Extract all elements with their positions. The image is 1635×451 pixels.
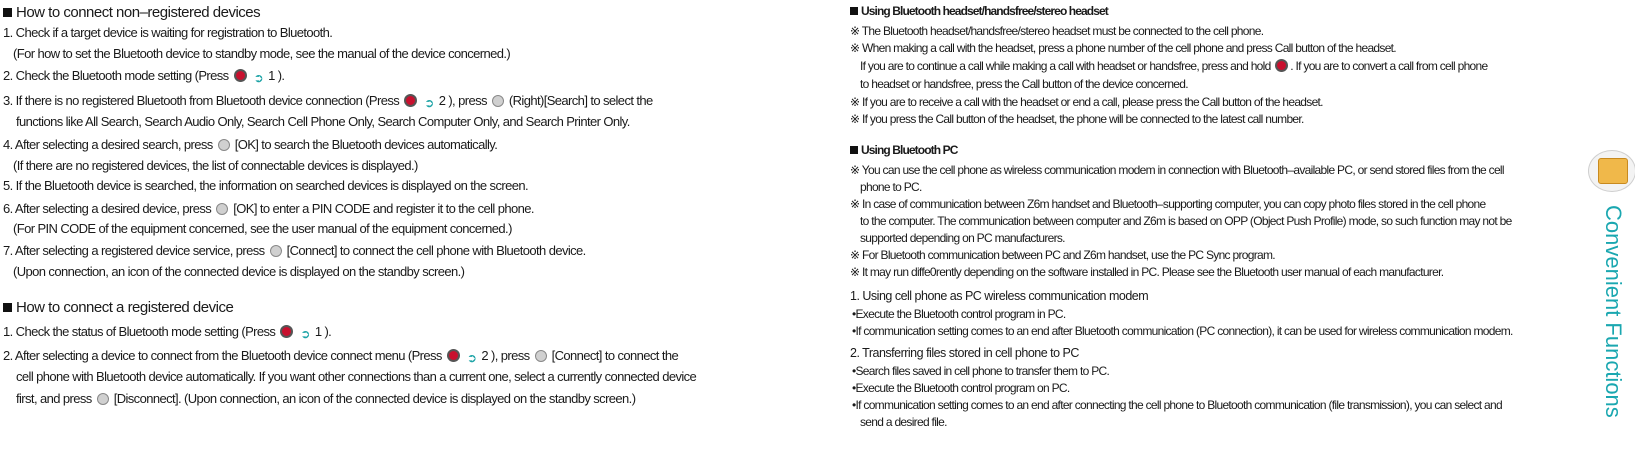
square-bullet-icon (850, 146, 858, 154)
section-heading: Using Bluetooth headset/handsfree/stereo headset (850, 4, 1108, 18)
note-line: ※ It may run diffe0rently depending on the software installed in PC. Please see the Bluetooth user manual of each manufacturer. (850, 265, 1444, 279)
note-line: to the computer. The communication between computer and Z6m is based on OPP (Object Push Profile) mode, so such function may not be (860, 214, 1512, 228)
arrow-icon: ➲ (466, 351, 477, 365)
menu-key-icon (234, 69, 247, 82)
step-line: 7. After selecting a registered device service, press [Connect] to connect the cell phone with Bluetooth device. (3, 243, 586, 258)
note-line: phone to PC. (860, 180, 922, 194)
bullet-line: •Execute the Bluetooth control program in PC. (852, 307, 1066, 321)
section-heading: How to connect a registered device (3, 299, 233, 316)
step-line: 1. Check the status of Bluetooth mode setting (Press ➲ 1 ). (3, 324, 332, 341)
nav-key-icon (492, 95, 504, 107)
menu-key-icon (404, 94, 417, 107)
note-line: (For how to set the Bluetooth device to standby mode, see the manual of the device concerned.) (13, 46, 511, 61)
step-line: 5. If the Bluetooth device is searched, the information on searched devices is displayed on the screen. (3, 178, 528, 193)
section-heading: Using Bluetooth PC (850, 143, 957, 157)
note-line: (If there are no registered devices, the list of connectable devices is displayed.) (13, 158, 418, 173)
chapter-badge-icon (1588, 150, 1635, 192)
note-line: ※ When making a call with the headset, press a phone number of the cell phone and press Call button of the headset. (850, 41, 1396, 55)
arrow-icon: ➲ (253, 71, 264, 85)
section-heading: How to connect non–registered devices (3, 4, 260, 21)
square-bullet-icon (3, 303, 12, 312)
ok-key-icon (535, 350, 547, 362)
step-line: 2. Check the Bluetooth mode setting (Press ➲ 1 ). (3, 68, 285, 85)
note-line: (Upon connection, an icon of the connected device is displayed on the standby screen.) (13, 264, 465, 279)
note-line: first, and press [Disconnect]. (Upon connection, an icon of the connected device is displayed on the standby screen.) (16, 391, 636, 406)
ok-key-icon (216, 203, 228, 215)
step-line: 6. After selecting a desired device, press [OK] to enter a PIN CODE and register it to the cell phone. (3, 201, 534, 216)
menu-key-icon (447, 349, 460, 362)
note-line: ※ You can use the cell phone as wireless communication modem in connection with Bluetooth–available PC, or send stored files from the cell (850, 163, 1504, 177)
square-bullet-icon (850, 7, 858, 15)
note-line: to headset or handsfree, press the Call button of the device concerned. (860, 77, 1188, 91)
note-line: ※ If you press the Call button of the headset, the phone will be connected to the latest call number. (850, 112, 1304, 126)
arrow-icon: ➲ (300, 327, 310, 341)
note-line: supported depending on PC manufacturers. (860, 231, 1065, 245)
arrow-icon: ➲ (424, 96, 434, 110)
note-line: ※ In case of communication between Z6m handset and Bluetooth–supporting computer, you can copy photo files stored in the cell phone (850, 197, 1486, 211)
bullet-line: •If communication setting comes to an end after Bluetooth communication (PC connection), it can be used for wireless communication modem. (852, 324, 1513, 338)
toolbox-icon (1598, 158, 1628, 184)
subsection-heading: 2. Transferring files stored in cell phone to PC (850, 346, 1079, 360)
square-bullet-icon (3, 8, 12, 17)
ok-key-icon (270, 245, 282, 257)
bullet-line: send a desired file. (860, 415, 947, 429)
ok-key-icon (97, 393, 109, 405)
call-key-icon (1275, 59, 1288, 72)
subsection-heading: 1. Using cell phone as PC wireless communication modem (850, 289, 1149, 303)
step-line: 2. After selecting a device to connect from the Bluetooth device connect menu (Press ➲ 2 ), press [Connect] to connect the (3, 348, 679, 365)
note-line: If you are to continue a call while making a call with headset or handsfree, press and hold . If you are to convert a call from cell phone (860, 59, 1488, 73)
note-line: ※ For Bluetooth communication between PC and Z6m handset, use the PC Sync program. (850, 248, 1275, 262)
bullet-line: •If communication setting comes to an end after connecting the cell phone to Bluetooth communication (file transmission), you can select and (852, 398, 1502, 412)
bullet-line: •Search files saved in cell phone to transfer them to PC. (852, 364, 1110, 378)
bullet-line: •Execute the Bluetooth control program on PC. (852, 381, 1070, 395)
chapter-title: Convenient Functions (1601, 205, 1626, 418)
note-line: (For PIN CODE of the equipment concerned, see the user manual of the equipment concerned.) (13, 221, 512, 236)
menu-key-icon (280, 325, 293, 338)
note-line: ※ If you are to receive a call with the headset or end a call, please press the Call button of the headset. (850, 95, 1323, 109)
step-line: 1. Check if a target device is waiting for registration to Bluetooth. (3, 25, 333, 40)
ok-key-icon (218, 139, 230, 151)
note-line: ※ The Bluetooth headset/handsfree/stereo headset must be connected to the cell phone. (850, 24, 1264, 38)
note-line: functions like All Search, Search Audio Only, Search Cell Phone Only, Search Computer Only, and Search Printer Only. (16, 114, 630, 129)
note-line: cell phone with Bluetooth device automatically. If you want other connections than a current one, select a currently connected device (16, 369, 697, 384)
step-line: 3. If there is no registered Bluetooth from Bluetooth device connection (Press ➲ 2 ), press (Right)[Search] to select the (3, 93, 653, 110)
step-line: 4. After selecting a desired search, press [OK] to search the Bluetooth devices automatically. (3, 137, 498, 152)
